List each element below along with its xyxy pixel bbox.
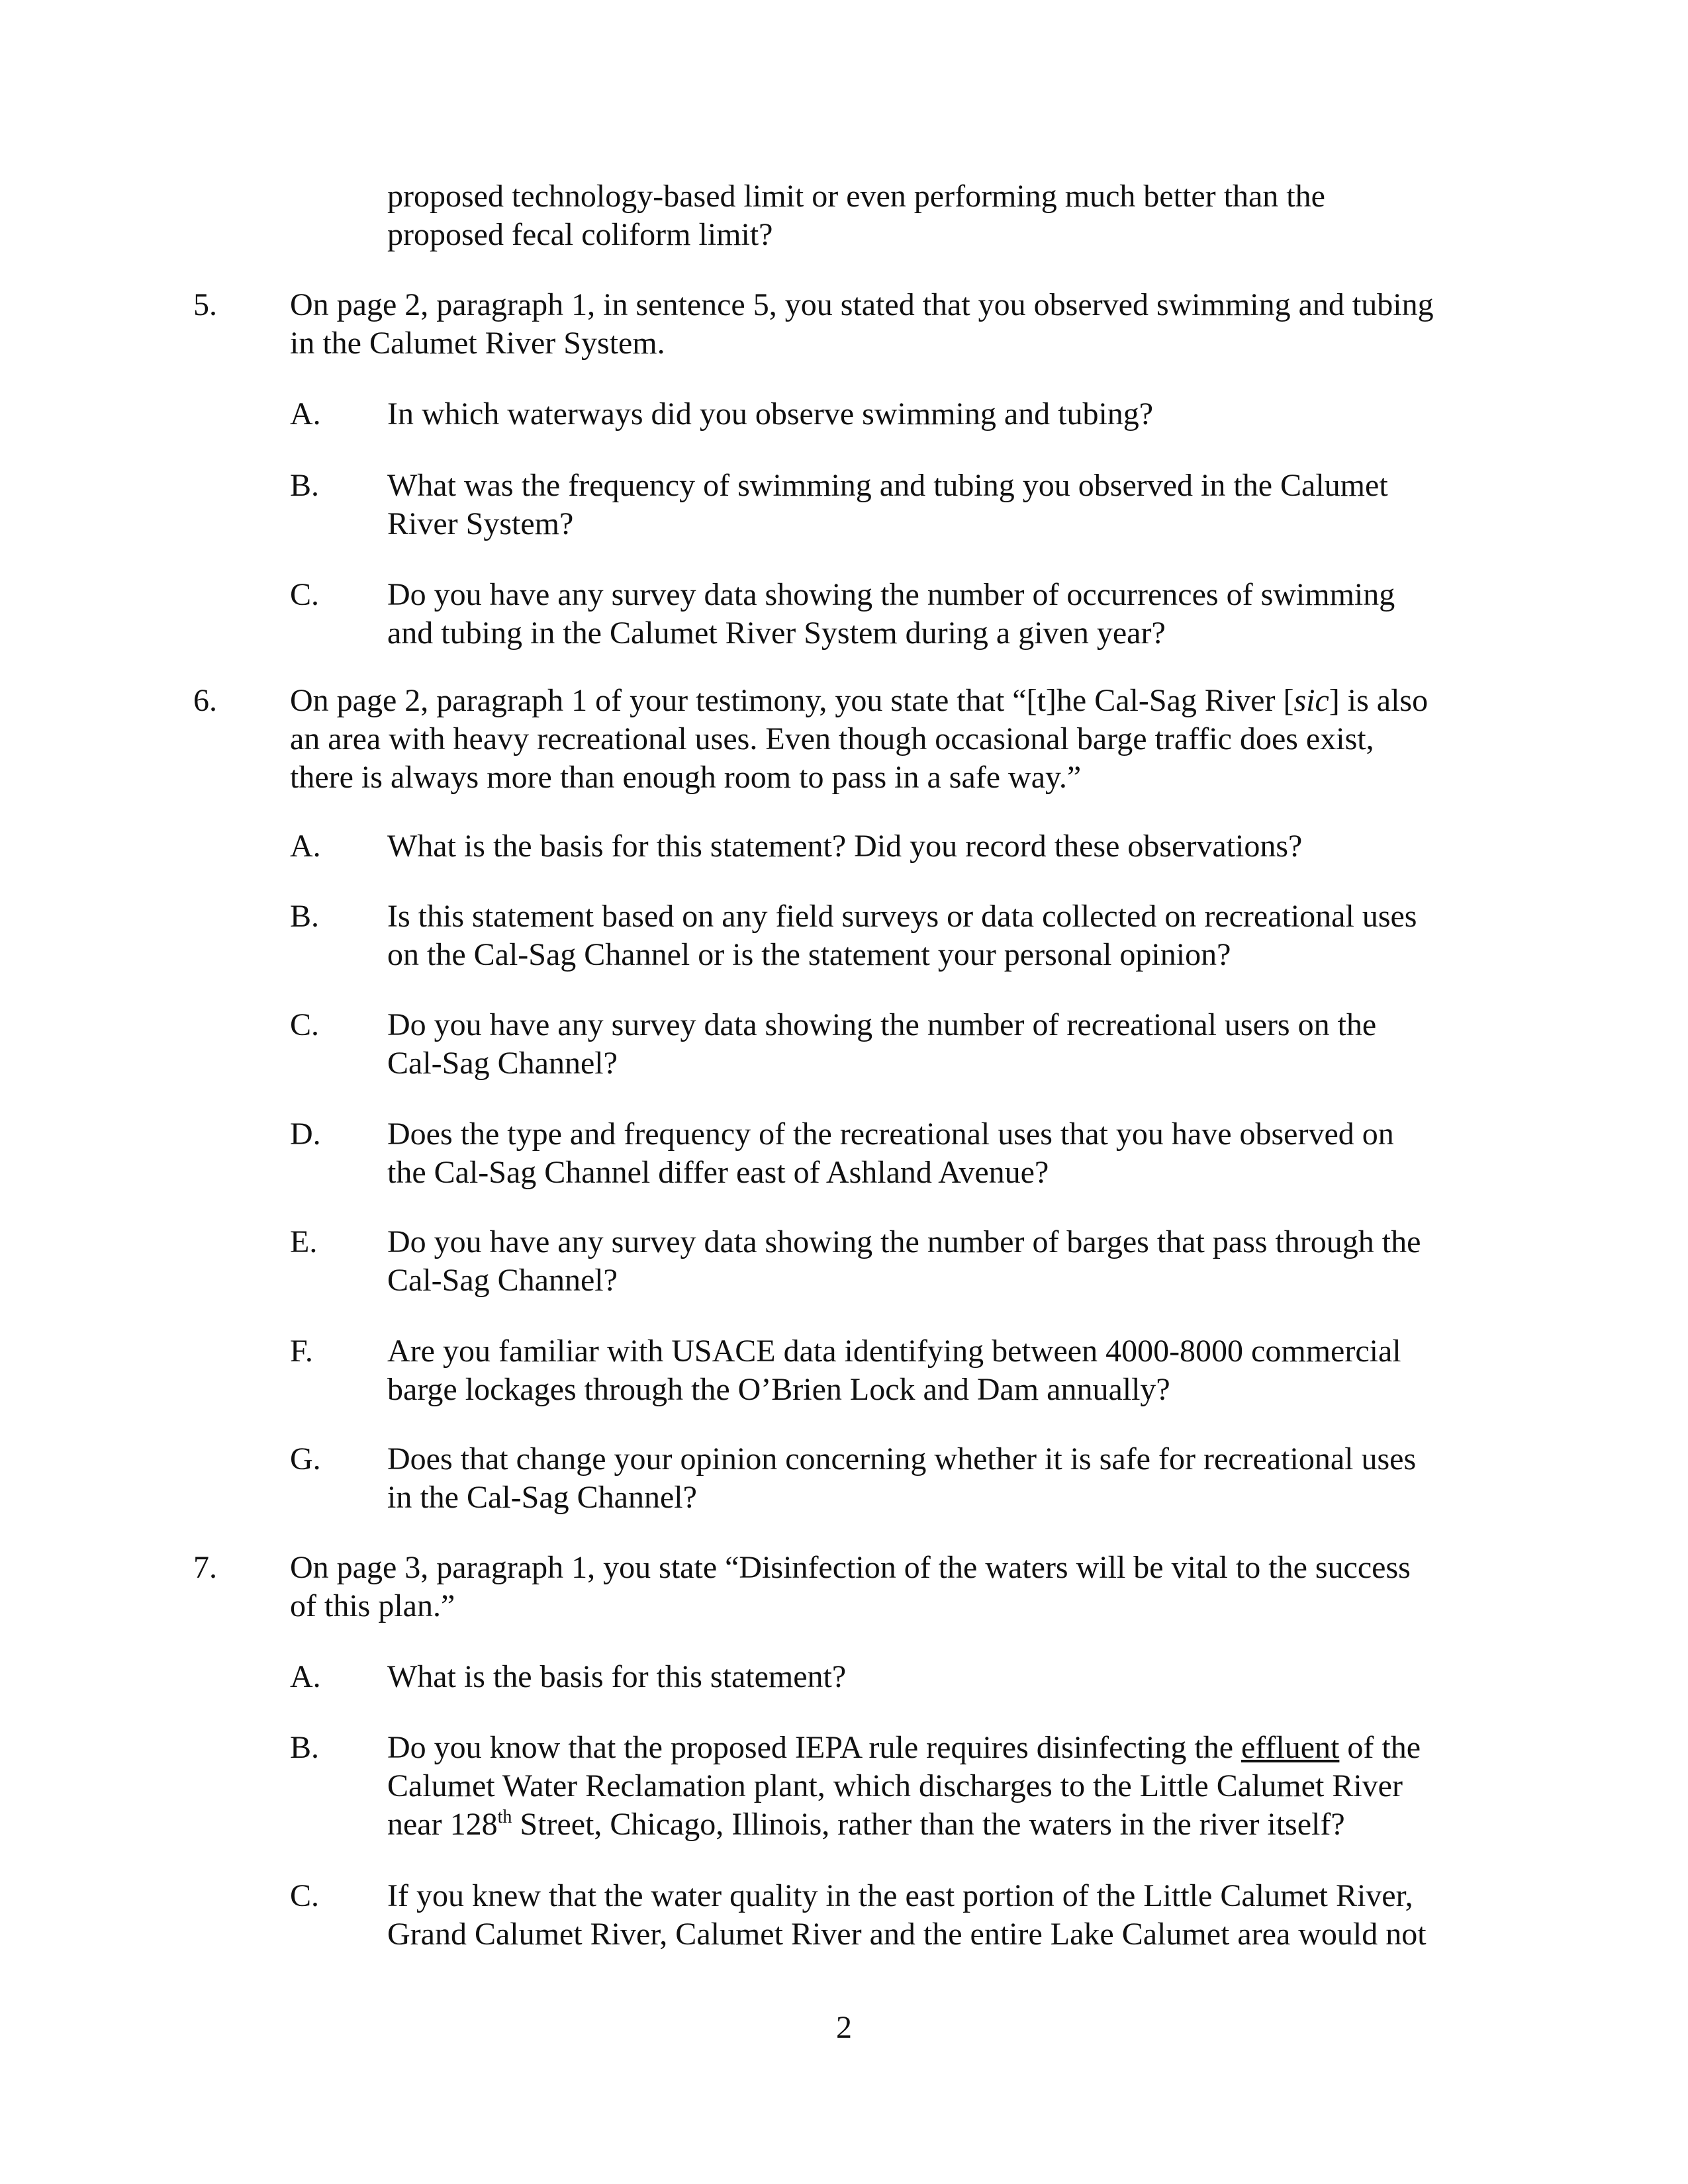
text-line: Calumet Water Reclamation plant, which discharges to the Little Calumet River xyxy=(387,1768,1403,1803)
text-line: On page 2, paragraph 1, in sentence 5, you stated that you observed swimming and tubing xyxy=(290,287,1434,322)
q7-c-text xyxy=(387,1877,1479,1954)
text-line: proposed fecal coliform limit? xyxy=(387,217,773,252)
ordinal-superscript: th xyxy=(497,1807,512,1827)
q6-b-text xyxy=(387,897,1479,974)
q6-a-letter: A. xyxy=(290,829,321,864)
text-line: there is always more than enough room to pass in a safe way.” xyxy=(290,760,1082,795)
question-7-text xyxy=(290,1549,1481,1625)
q6-g-letter: G. xyxy=(290,1441,321,1477)
text-line: proposed technology-based limit or even performing much better than the xyxy=(387,179,1325,214)
text-line: Cal-Sag Channel? xyxy=(387,1046,618,1081)
q7-a-letter: A. xyxy=(290,1659,321,1694)
text-line: and tubing in the Calumet River System during a given year? xyxy=(387,615,1166,651)
effluent-underlined: effluent xyxy=(1241,1730,1340,1765)
text-line xyxy=(387,1805,1479,1844)
text-line xyxy=(290,682,1481,720)
text-line: In which waterways did you observe swimming and tubing? xyxy=(387,396,1154,432)
q6-f-text xyxy=(387,1332,1479,1409)
text-line: of this plan.” xyxy=(290,1588,455,1623)
text-line: What is the basis for this statement? Did you record these observations? xyxy=(387,829,1303,864)
q6-b-letter: B. xyxy=(290,899,320,934)
q6-d-text xyxy=(387,1115,1479,1192)
text-run: On page 2, paragraph 1 of your testimony, you state that “[t]he Cal-Sag River [ xyxy=(290,683,1294,718)
text-run: Street, Chicago, Illinois, rather than the waters in the river itself? xyxy=(512,1807,1345,1842)
continuation-paragraph xyxy=(387,177,1479,254)
text-line: Do you have any survey data showing the number of recreational users on the xyxy=(387,1007,1377,1042)
page-number: 2 xyxy=(836,2010,852,2045)
text-line: on the Cal-Sag Channel or is the statement your personal opinion? xyxy=(387,937,1231,972)
q5-a-letter: A. xyxy=(290,396,321,432)
text-line: Does the type and frequency of the recreational uses that you have observed on xyxy=(387,1116,1394,1152)
q6-g-text xyxy=(387,1440,1479,1517)
q5-c-text xyxy=(387,576,1479,653)
text-line: Is this statement based on any field surveys or data collected on recreational uses xyxy=(387,899,1417,934)
question-number-6: 6. xyxy=(193,683,217,718)
q7-c-letter: C. xyxy=(290,1878,320,1913)
text-line: an area with heavy recreational uses. Even though occasional barge traffic does exist, xyxy=(290,721,1374,756)
text-line: the Cal-Sag Channel differ east of Ashland Avenue? xyxy=(387,1155,1049,1190)
text-line: Do you have any survey data showing the number of barges that pass through the xyxy=(387,1224,1421,1259)
q7-b-letter: B. xyxy=(290,1730,320,1765)
text-line: Do you have any survey data showing the number of occurrences of swimming xyxy=(387,577,1395,612)
question-5-text xyxy=(290,286,1481,363)
q6-a-text xyxy=(387,827,1479,866)
q7-b-text xyxy=(387,1729,1479,1844)
q7-a-text xyxy=(387,1658,1479,1696)
text-line xyxy=(387,1729,1479,1767)
text-line: barge lockages through the O’Brien Lock and Dam annually? xyxy=(387,1372,1170,1407)
q6-c-letter: C. xyxy=(290,1007,320,1042)
question-number-7: 7. xyxy=(193,1550,217,1585)
text-run: ] is also xyxy=(1329,683,1429,718)
text-run: Do you know that the proposed IEPA rule requires disinfecting the xyxy=(387,1730,1241,1765)
q6-c-text xyxy=(387,1006,1479,1083)
q6-e-letter: E. xyxy=(290,1224,318,1259)
text-run: near 128 xyxy=(387,1807,498,1842)
text-line: Are you familiar with USACE data identifying between 4000-8000 commercial xyxy=(387,1334,1401,1369)
text-line: in the Calumet River System. xyxy=(290,326,665,361)
q5-c-letter: C. xyxy=(290,577,320,612)
q6-e-text xyxy=(387,1223,1479,1300)
question-number-5: 5. xyxy=(193,287,217,322)
text-line: Cal-Sag Channel? xyxy=(387,1263,618,1298)
q5-b-letter: B. xyxy=(290,468,320,503)
text-line: Grand Calumet River, Calumet River and the entire Lake Calumet area would not xyxy=(387,1917,1427,1952)
text-run: of the xyxy=(1339,1730,1421,1765)
text-line: in the Cal-Sag Channel? xyxy=(387,1480,697,1515)
q5-a-text xyxy=(387,395,1479,433)
text-line: What was the frequency of swimming and tubing you observed in the Calumet xyxy=(387,468,1388,503)
text-line: River System? xyxy=(387,506,574,541)
text-line: What is the basis for this statement? xyxy=(387,1659,847,1694)
text-line: Does that change your opinion concerning whether it is safe for recreational uses xyxy=(387,1441,1417,1477)
q6-d-letter: D. xyxy=(290,1116,321,1152)
q6-f-letter: F. xyxy=(290,1334,313,1369)
question-6-text xyxy=(290,682,1481,797)
sic-italic: sic xyxy=(1293,683,1329,718)
text-line: On page 3, paragraph 1, you state “Disinfection of the waters will be vital to the success xyxy=(290,1550,1411,1585)
text-line: If you knew that the water quality in the east portion of the Little Calumet River, xyxy=(387,1878,1413,1913)
q5-b-text xyxy=(387,467,1479,543)
